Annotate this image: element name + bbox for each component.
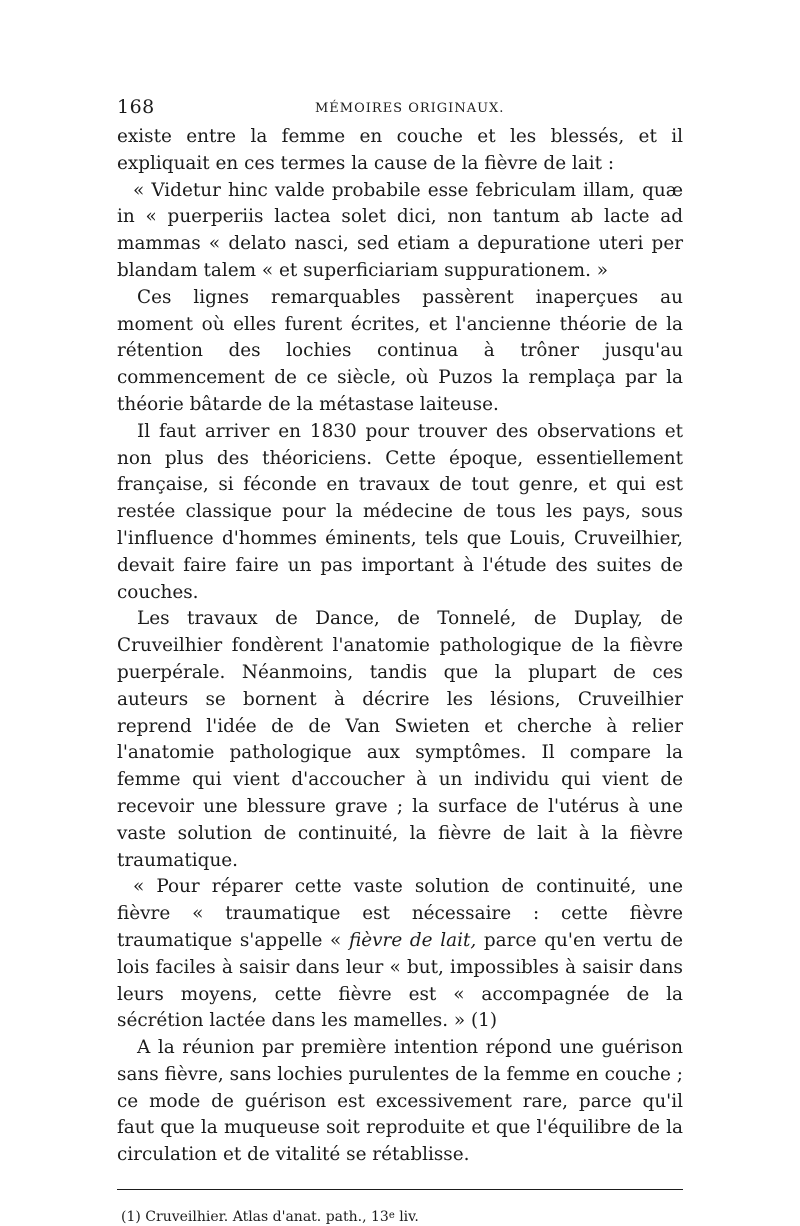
- quote-text-after: parce qu'en vertu de lois faciles à saisir dans leur « but, impossibles à saisir dans leurs moyens, cette fièvre est « accompagnée de la sécrétion lactée dans les mamelles. » (1): [117, 929, 683, 1032]
- footnote-divider: [117, 1189, 683, 1190]
- running-title: MÉMOIRES ORIGINAUX.: [315, 101, 505, 116]
- paragraph-lines-remarquables: Ces lignes remarquables passèrent inaperçues au moment où elles furent écrites, et l'ancienne théorie de la rétention des lochies continua à trôner jusqu'au commencement de ce siècle, où Puzos la remplaça par la théorie bâtarde de la métastase laiteuse.: [117, 286, 683, 415]
- paragraph-travaux: Les travaux de Dance, de Tonnelé, de Duplay, de Cruveilhier fondèrent l'anatomie pathologique de la fièvre puerpérale. Néanmoins, tandis que la plupart de ces auteurs se bornent à décrire les lésions, Cruveilhier reprend l'idée de de Van Swieten et cherche à relier l'anatomie pathologique aux symptômes. Il compare la femme qui vient d'accoucher à un individu qui vient de recevoir une blessure grave ; la surface de l'utérus à une vaste solution de continuité, la fièvre de lait à la fièvre traumatique.: [117, 608, 683, 871]
- footnote-text-end: liv.: [394, 1209, 419, 1226]
- footnote-marker: (1): [121, 1209, 141, 1226]
- footnote: [117, 1208, 683, 1226]
- cruveilhier-quote: [117, 874, 683, 1035]
- quote-italic-term: fièvre de lait,: [349, 929, 477, 951]
- body-text: [117, 124, 683, 1169]
- paragraph-continuation: existe entre la femme en couche et les blessés, et il expliquait en ces termes la cause de la fièvre de lait :: [117, 126, 683, 174]
- latin-quote: « Videtur hinc valde probabile esse febriculam illam, quæ in « puerperiis lactea solet dici, non tantum ab lacte ad mammas « delato nasci, sed etiam a depuratione uteri per blandam talem « et superficiariam suppurationem. »: [117, 179, 683, 281]
- paragraph-reunion: A la réunion par première intention répond une guérison sans fièvre, sans lochies purulentes de la femme en couche ; ce mode de guérison est excessivement rare, parce qu'il faut que la muqueuse soit reproduite et que l'équilibre de la circulation et de vitalité se rétablisse.: [117, 1037, 683, 1166]
- page-header: [117, 96, 683, 122]
- paragraph-1830: Il faut arriver en 1830 pour trouver des observations et non plus des théoriciens. Cette époque, essentiellement française, si féconde en travaux de tout genre, et qui est restée classique pour la médecine de tous les pays, sous l'influence d'hommes éminents, tels que Louis, Cruveilhier, devait faire faire un pas important à l'étude des suites de couches.: [117, 420, 683, 603]
- book-page: [117, 96, 683, 1226]
- footnote-text: Cruveilhier. Atlas d'anat. path., 13: [145, 1209, 389, 1226]
- footnote-superscript: e: [388, 1210, 395, 1222]
- page-number: 168: [117, 96, 155, 118]
- quote-text-before: « Pour réparer cette vaste solution de continuité, une fièvre « traumatique est nécessaire : cette fièvre traumatique s'appelle «: [117, 876, 683, 951]
